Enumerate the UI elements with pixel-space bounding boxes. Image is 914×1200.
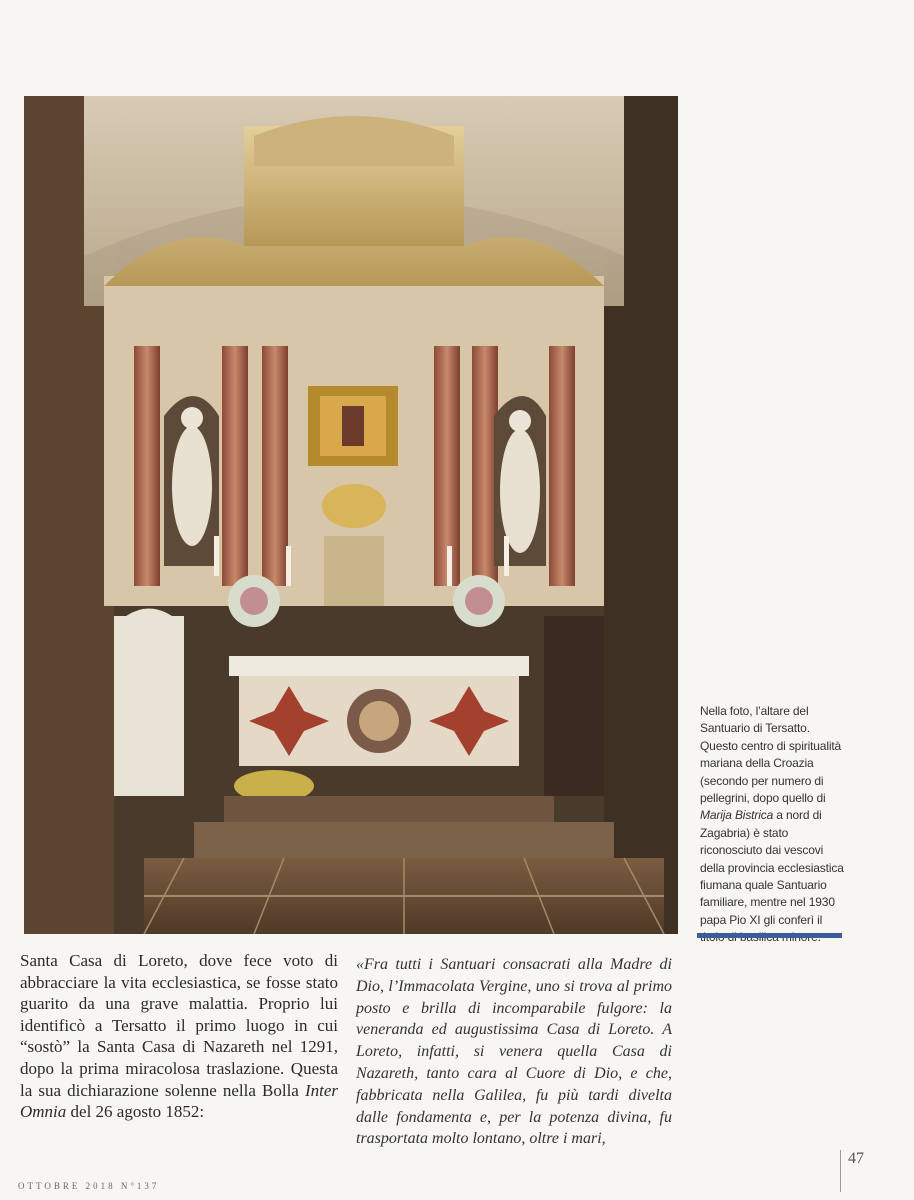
magazine-footer: OTTOBRE 2018 N°137 [18,1181,160,1191]
caption-place: Marija Bistrica [700,808,774,823]
page-number: 47 [848,1150,864,1167]
caption-text-1: Nella foto, l’altare del Santuario di Tersatto. Questo centro di spiritualità mariana della Croazia (secondo per numero di pellegrini, dopo quello di [700,704,842,806]
bull-title: Inter Omnia [20,1080,338,1122]
altar-photo [24,96,678,934]
body-column-right [356,954,672,1150]
body-left-text-2: del 26 agosto 1852: [66,1102,205,1122]
page-number-rule [840,1150,841,1192]
caption-accent-rule [697,933,842,938]
body-left-text-1: Santa Casa di Loreto, dove fece voto di abbracciare la vita ecclesiastica, se fosse stato guarito da una grave malattia. Proprio lui identificò a Tersatto il primo luogo in cui “sostò” la Santa Casa di Nazareth nel 1291, dopo la prima miracolosa traslazione. Questa la sua dichiarazione solenne nella Bolla [20,951,338,1100]
quote-text: «Fra tutti i Santuari consacrati alla Madre di Dio, l’Immacolata Vergine, uno si trova al primo posto e brilla di incomparabile fulgore: la veneranda ed augustissima Casa di Loreto. A Loreto, infatti, si venera quella Casa di Nazareth, tanto cara al Cuore di Dio, e che, fabbricata nella Galilea, fu più tardi divelta dalle fondamenta e, per la potenza divina, fu trasportata molto lontano, oltre i mari, [356,956,672,1148]
body-column-left [20,950,338,1123]
photo-caption [700,703,846,947]
caption-text-2: a nord di Zagabria) è stato riconosciuto dai vescovi della provincia ecclesiastica fiumana quale Santuario familiare, mentre nel 1930 papa Pio XI gli conferì il [700,808,844,927]
